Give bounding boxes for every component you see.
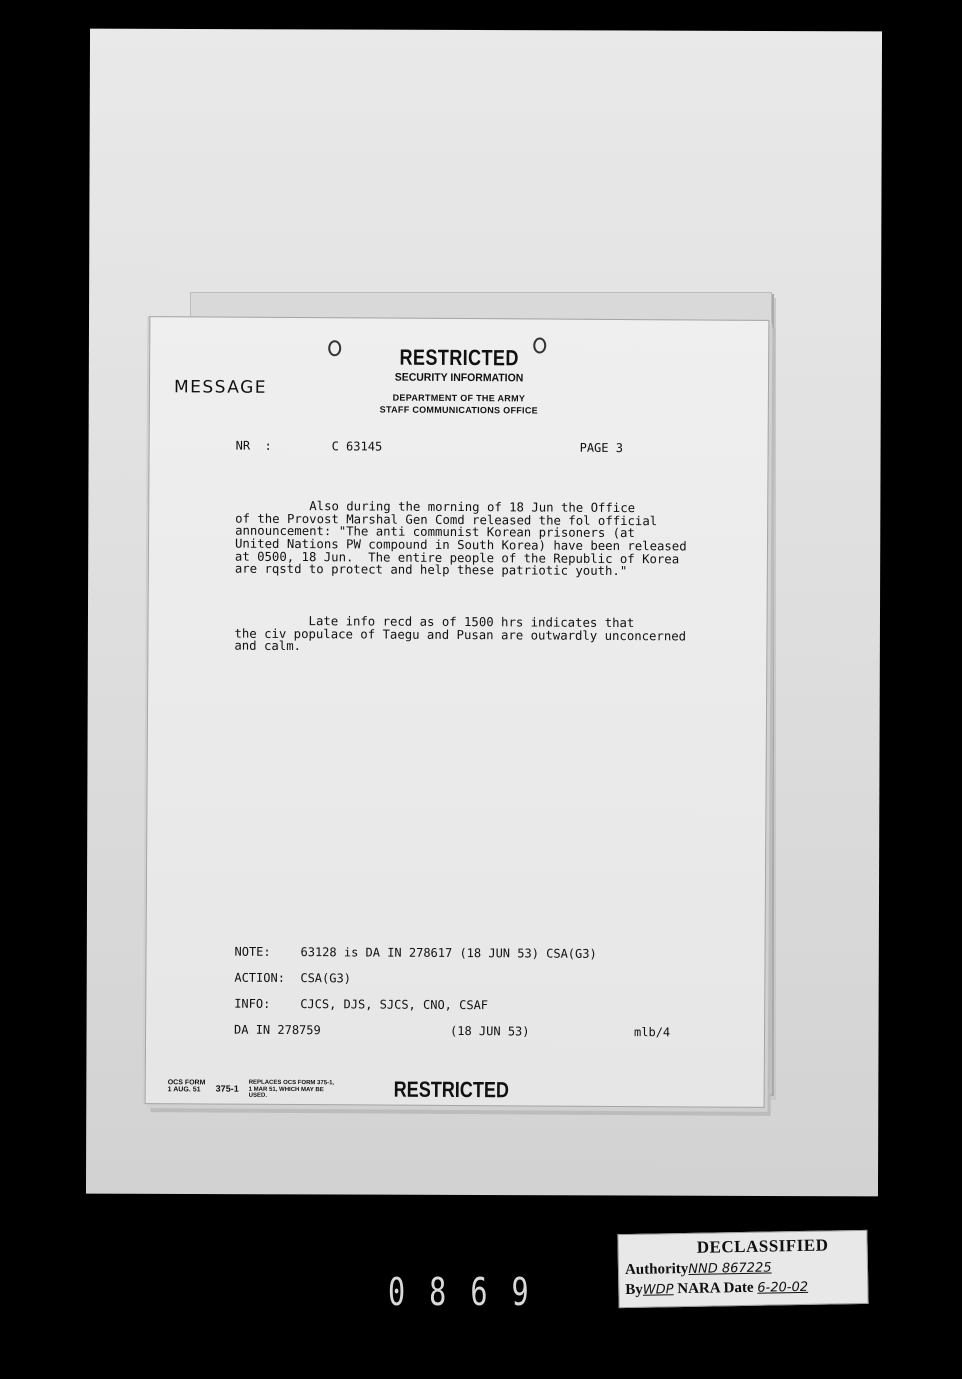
- page-number: PAGE 3: [579, 440, 624, 456]
- form-identifier: OCS FORM 1 AUG. 51: [167, 1079, 206, 1094]
- form-number: 375-1: [215, 1083, 239, 1094]
- body-paragraph-2: Late info recd as of 1500 hrs indicates that the civ populace of Taegu and Pusan are outwardly unconcerned and calm.: [234, 613, 687, 654]
- classification-top: RESTRICTED: [399, 344, 519, 371]
- nr-value: C 63145: [331, 439, 383, 454]
- microfilm-frame-number: 0869: [388, 1270, 553, 1314]
- security-information-label: SECURITY INFORMATION: [394, 371, 524, 385]
- department-label: DEPARTMENT OF THE ARMY: [392, 392, 526, 404]
- stamp-by-line: [625, 1279, 808, 1299]
- stamp-authority-value: NND 867225: [688, 1260, 772, 1277]
- typist-initials: mlb/4: [634, 1025, 671, 1040]
- stamp-nara-date-label: NARA Date: [677, 1279, 754, 1298]
- stamp-title: DECLASSIFIED: [696, 1235, 829, 1257]
- info-label: INFO:: [234, 996, 271, 1011]
- routing-date: (18 JUN 53): [450, 1023, 530, 1039]
- stamp-by-value: WDP: [642, 1282, 674, 1298]
- message-form-title: MESSAGE: [173, 377, 268, 398]
- da-in-number: DA IN 278759: [234, 1022, 321, 1038]
- body-paragraph-1: Also during the morning of 18 Jun the Office of the Provost Marshal Gen Comd released the fol official announcement: "The anti communist Korean prisoners (at United Nations PW compound in South Korea) have been released at 0500, 18 Jun. The entire people of the Republic of Korea are rqstd to protect and help these patriotic youth.": [234, 498, 687, 579]
- declassified-stamp: [617, 1230, 868, 1308]
- action-label: ACTION:: [234, 970, 285, 985]
- message-document: [145, 316, 770, 1108]
- stamp-authority-label: Authority: [624, 1260, 689, 1279]
- note-value: 63128 is DA IN 278617 (18 JUN 53) CSA(G3): [300, 945, 597, 961]
- stamp-nara-date-value: 6-20-02: [757, 1279, 809, 1296]
- stamp-by-label: By: [625, 1281, 644, 1299]
- info-value: CJCS, DJS, SJCS, CNO, CSAF: [300, 997, 489, 1013]
- classification-bottom: RESTRICTED: [393, 1076, 510, 1103]
- action-value: CSA(G3): [300, 971, 351, 986]
- stamp-authority-line: [625, 1260, 772, 1280]
- message-body: [234, 475, 705, 681]
- replaces-note: REPLACES OCS FORM 375-1, 1 MAR 51, WHICH MAY BE USED.: [248, 1079, 335, 1099]
- note-label: NOTE:: [234, 944, 271, 959]
- office-label: STAFF COMMUNICATIONS OFFICE: [379, 404, 538, 416]
- nr-label: NR :: [235, 438, 272, 453]
